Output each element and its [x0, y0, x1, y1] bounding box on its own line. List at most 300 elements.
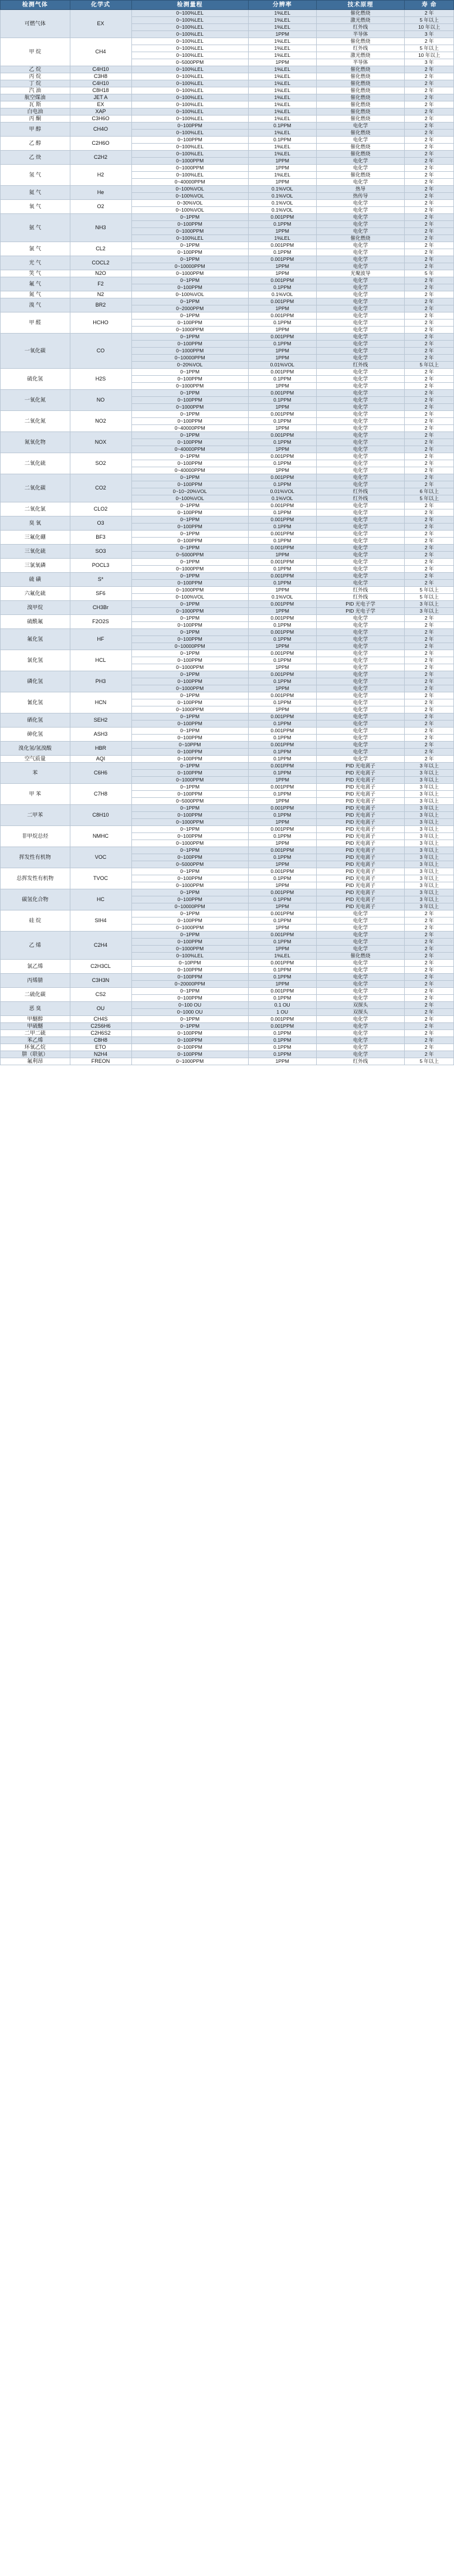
cell-range: 0~5000PPM — [131, 552, 248, 559]
cell-technology: 电化学 — [316, 228, 405, 235]
table-row — [1, 390, 454, 397]
cell-resolution: 0.1PPM — [248, 875, 316, 882]
cell-life: 3 年以上 — [405, 861, 454, 868]
cell-technology: 电化学 — [316, 756, 405, 763]
cell-resolution: 0.001PPM — [248, 1016, 316, 1023]
cell-life: 2 年 — [405, 355, 454, 362]
cell-range: 0~1PPM — [131, 629, 248, 636]
cell-life: 2 年 — [405, 721, 454, 728]
cell-range: 0~100%LEL — [131, 235, 248, 242]
cell-life: 2 年 — [405, 988, 454, 995]
cell-resolution: 0.1PPM — [248, 137, 316, 144]
cell-resolution: 0.001PPM — [248, 411, 316, 418]
table-row — [1, 369, 454, 376]
cell-technology: 红外线 — [316, 488, 405, 495]
cell-life: 2 年 — [405, 284, 454, 291]
cell-gas-name: 环氧乙烷 — [1, 1044, 70, 1051]
cell-technology: 热传导 — [316, 193, 405, 200]
cell-range: 0~100PPM — [131, 123, 248, 130]
cell-resolution: 1PPM — [248, 706, 316, 713]
cell-life: 2 年 — [405, 467, 454, 474]
cell-formula: HF — [70, 629, 131, 650]
cell-resolution: 1PPM — [248, 158, 316, 165]
cell-life: 2 年 — [405, 1016, 454, 1023]
cell-resolution: 0.001PPM — [248, 390, 316, 397]
cell-life: 2 年 — [405, 390, 454, 397]
cell-resolution: 0.001PPM — [248, 692, 316, 699]
cell-formula: SF6 — [70, 587, 131, 601]
cell-life: 2 年 — [405, 369, 454, 376]
cell-resolution: 1%LEL — [248, 52, 316, 59]
table-row — [1, 629, 454, 636]
cell-formula: F2 — [70, 277, 131, 291]
cell-range: 0~1000PPM — [131, 664, 248, 671]
cell-life: 2 年 — [405, 1037, 454, 1044]
cell-range: 0~1PPM — [131, 728, 248, 735]
cell-gas-name: 硫酰氟 — [1, 615, 70, 629]
cell-technology: 电化学 — [316, 713, 405, 721]
cell-technology: 电化学 — [316, 629, 405, 636]
table-row — [1, 974, 454, 981]
cell-range: 0~1000PPM — [131, 566, 248, 573]
cell-formula: CO — [70, 334, 131, 369]
cell-technology: PID 光电离子 — [316, 770, 405, 777]
cell-range: 0~100PPM — [131, 770, 248, 777]
cell-technology: PID 光电离子 — [316, 854, 405, 861]
cell-life: 2 年 — [405, 573, 454, 580]
cell-life: 2 年 — [405, 38, 454, 45]
cell-life: 2 年 — [405, 756, 454, 763]
cell-range: 0~5000PPM — [131, 59, 248, 66]
cell-life: 2 年 — [405, 474, 454, 481]
cell-gas-name: 可燃气体 — [1, 10, 70, 38]
cell-resolution: 1PPM — [248, 59, 316, 66]
table-row — [1, 165, 454, 172]
cell-technology: 电化学 — [316, 699, 405, 706]
cell-life: 2 年 — [405, 728, 454, 735]
cell-life: 3 年以上 — [405, 875, 454, 882]
cell-formula: C2S6H6 — [70, 1023, 131, 1030]
cell-gas-name: 氯 气 — [1, 242, 70, 256]
cell-technology: 催化燃烧 — [316, 130, 405, 137]
table-row — [1, 1058, 454, 1065]
table-row — [1, 411, 454, 418]
cell-technology: 电化学 — [316, 425, 405, 432]
cell-life: 2 年 — [405, 1030, 454, 1037]
cell-range: 0~1PPM — [131, 910, 248, 917]
cell-range: 0~1PPM — [131, 432, 248, 439]
cell-life: 3 年以上 — [405, 854, 454, 861]
cell-range: 0~100PPM — [131, 397, 248, 404]
cell-resolution: 1PPM — [248, 327, 316, 334]
cell-life: 2 年 — [405, 1002, 454, 1009]
cell-resolution: 1PPM — [248, 798, 316, 805]
cell-technology: 电化学 — [316, 735, 405, 742]
cell-gas-name: 氮 气 — [1, 291, 70, 298]
cell-resolution: 0.1PPM — [248, 939, 316, 946]
cell-range: 0~1PPM — [131, 256, 248, 263]
cell-life: 2 年 — [405, 341, 454, 348]
cell-range: 0~1PPM — [131, 390, 248, 397]
cell-resolution: 0.001PPM — [248, 242, 316, 249]
cell-resolution: 0.001PPM — [248, 573, 316, 580]
cell-resolution: 0.01%VOL — [248, 488, 316, 495]
cell-range: 0~1PPM — [131, 826, 248, 833]
cell-life: 2 年 — [405, 953, 454, 960]
cell-resolution: 1PPM — [248, 777, 316, 784]
cell-technology: 激光燃烧 — [316, 17, 405, 24]
cell-resolution: 1PPM — [248, 263, 316, 270]
cell-range: 0~100%LEL — [131, 80, 248, 87]
cell-range: 0~100PPM — [131, 854, 248, 861]
table-row — [1, 73, 454, 80]
cell-range: 0~1000PPM — [131, 925, 248, 932]
cell-technology: 电化学 — [316, 200, 405, 207]
cell-resolution: 0.1PPM — [248, 756, 316, 763]
cell-resolution: 0.1%VOL — [248, 207, 316, 214]
cell-technology: 电化学 — [316, 348, 405, 355]
cell-life: 2 年 — [405, 221, 454, 228]
cell-life: 2 年 — [405, 481, 454, 488]
cell-life: 3 年以上 — [405, 601, 454, 608]
cell-resolution: 0.1PPM — [248, 481, 316, 488]
cell-life: 2 年 — [405, 165, 454, 172]
cell-formula: CH3Br — [70, 601, 131, 615]
cell-gas-name: 氢 气 — [1, 165, 70, 186]
cell-life: 3 年以上 — [405, 805, 454, 812]
cell-technology: 电化学 — [316, 960, 405, 967]
cell-resolution: 1PPM — [248, 179, 316, 186]
cell-life: 2 年 — [405, 713, 454, 721]
cell-gas-name: 乙 醇 — [1, 137, 70, 151]
cell-resolution: 0.1PPM — [248, 524, 316, 531]
cell-resolution: 1PPM — [248, 348, 316, 355]
cell-technology: 电化学 — [316, 967, 405, 974]
cell-formula: COCL2 — [70, 256, 131, 270]
cell-resolution: 1%LEL — [248, 953, 316, 960]
cell-life: 2 年 — [405, 502, 454, 509]
cell-range: 0~100PPM — [131, 538, 248, 545]
cell-life: 3 年 — [405, 31, 454, 38]
cell-range: 0~100%LEL — [131, 87, 248, 94]
cell-formula: NMHC — [70, 826, 131, 847]
cell-technology: 电化学 — [316, 678, 405, 685]
col-header-gas: 检测气体 — [1, 1, 70, 10]
cell-resolution: 1%LEL — [248, 172, 316, 179]
cell-life: 2 年 — [405, 749, 454, 756]
cell-life: 2 年 — [405, 425, 454, 432]
cell-technology: 电化学 — [316, 453, 405, 460]
cell-resolution: 0.001PPM — [248, 474, 316, 481]
cell-resolution: 1PPM — [248, 228, 316, 235]
cell-formula: S* — [70, 573, 131, 587]
cell-technology: 电化学 — [316, 988, 405, 995]
cell-range: 0~1000PPM — [131, 1058, 248, 1065]
cell-range: 0~30%VOL — [131, 200, 248, 207]
cell-life: 5 年以上 — [405, 17, 454, 24]
cell-technology: 电化学 — [316, 1037, 405, 1044]
cell-technology: PID 光电离子 — [316, 784, 405, 791]
table-header — [1, 1, 454, 10]
cell-range: 0~100PPM — [131, 509, 248, 516]
cell-range: 0~2000PPM — [131, 305, 248, 312]
cell-technology: 电化学 — [316, 249, 405, 256]
cell-life: 2 年 — [405, 925, 454, 932]
cell-gas-name: 汽 油 — [1, 87, 70, 94]
cell-life: 2 年 — [405, 552, 454, 559]
cell-gas-name: 甲 苯 — [1, 784, 70, 805]
cell-range: 0~1PPM — [131, 453, 248, 460]
cell-technology: PID 光电离子 — [316, 777, 405, 784]
cell-technology: 电化学 — [316, 671, 405, 678]
cell-life: 2 年 — [405, 509, 454, 516]
cell-resolution: 0.001PPM — [248, 805, 316, 812]
cell-life: 2 年 — [405, 73, 454, 80]
cell-life: 3 年以上 — [405, 826, 454, 833]
cell-gas-name: 乙 烷 — [1, 66, 70, 73]
cell-range: 0~100%LEL — [131, 115, 248, 123]
cell-formula: HCHO — [70, 312, 131, 334]
cell-technology: 催化燃烧 — [316, 953, 405, 960]
cell-range: 0~100 OU — [131, 1002, 248, 1009]
cell-technology: PID 光电离子 — [316, 791, 405, 798]
cell-range: 0~1PPM — [131, 889, 248, 896]
cell-life: 2 年 — [405, 158, 454, 165]
cell-life: 3 年 — [405, 59, 454, 66]
cell-technology: 电化学 — [316, 524, 405, 531]
table-row — [1, 101, 454, 108]
cell-life: 2 年 — [405, 1009, 454, 1016]
cell-resolution: 0.01%VOL — [248, 362, 316, 369]
cell-technology: 电化学 — [316, 207, 405, 214]
cell-gas-name: 二氧化氮 — [1, 411, 70, 432]
cell-life: 2 年 — [405, 671, 454, 678]
cell-technology: 电化学 — [316, 411, 405, 418]
cell-range: 0~1PPM — [131, 671, 248, 678]
cell-resolution: 1PPM — [248, 664, 316, 671]
cell-gas-name: 六氟化硫 — [1, 587, 70, 601]
cell-range: 0~1PPM — [131, 868, 248, 875]
cell-resolution: 0.001PPM — [248, 545, 316, 552]
table-row — [1, 432, 454, 439]
cell-life: 5 年以上 — [405, 45, 454, 52]
cell-technology: 催化燃烧 — [316, 115, 405, 123]
cell-formula: CL2 — [70, 242, 131, 256]
cell-range: 0~100%LEL — [131, 31, 248, 38]
cell-range: 0~100%LEL — [131, 38, 248, 45]
cell-resolution: 0.1PPM — [248, 1037, 316, 1044]
cell-resolution: 1PPM — [248, 861, 316, 868]
cell-life: 2 年 — [405, 10, 454, 17]
cell-technology: 电化学 — [316, 404, 405, 411]
cell-technology: PID 光电离子 — [316, 819, 405, 826]
cell-life: 2 年 — [405, 531, 454, 538]
cell-life: 3 年以上 — [405, 777, 454, 784]
cell-range: 0~1PPM — [131, 516, 248, 524]
cell-technology: PID 光电离子 — [316, 868, 405, 875]
cell-resolution: 0.001PPM — [248, 453, 316, 460]
cell-range: 0~100PPM — [131, 699, 248, 706]
cell-gas-name: 磷化氢 — [1, 671, 70, 692]
cell-technology: 电化学 — [316, 214, 405, 221]
table-row — [1, 474, 454, 481]
cell-technology: 电化学 — [316, 179, 405, 186]
cell-range: 0~100PPM — [131, 721, 248, 728]
cell-life: 2 年 — [405, 101, 454, 108]
cell-life: 2 年 — [405, 664, 454, 671]
cell-range: 0~100%VOL — [131, 207, 248, 214]
cell-resolution: 0.001PPM — [248, 369, 316, 376]
cell-life: 2 年 — [405, 685, 454, 692]
cell-technology: 电化学 — [316, 1044, 405, 1051]
cell-formula: H2 — [70, 165, 131, 186]
table-row — [1, 826, 454, 833]
cell-range: 0~1PPM — [131, 615, 248, 622]
cell-range: 0~100PPM — [131, 896, 248, 903]
cell-resolution: 0.1PPM — [248, 249, 316, 256]
cell-formula: EX — [70, 10, 131, 38]
cell-formula: C4H10 — [70, 66, 131, 73]
cell-life: 2 年 — [405, 172, 454, 179]
cell-range: 0~100PPM — [131, 735, 248, 742]
cell-technology: PID 光电离子 — [316, 826, 405, 833]
cell-life: 2 年 — [405, 636, 454, 643]
cell-resolution: 0.1PPM — [248, 221, 316, 228]
cell-range: 0~1PPM — [131, 932, 248, 939]
table-row — [1, 256, 454, 263]
cell-range: 0~100%LEL — [131, 66, 248, 73]
cell-technology: 电化学 — [316, 545, 405, 552]
cell-resolution: 0.1PPM — [248, 580, 316, 587]
cell-range: 0~1PPM — [131, 474, 248, 481]
cell-life: 2 年 — [405, 566, 454, 573]
cell-formula: CH4O — [70, 123, 131, 137]
cell-life: 3 年以上 — [405, 770, 454, 777]
cell-range: 0~100PPM — [131, 1037, 248, 1044]
cell-formula: C3H3N — [70, 974, 131, 988]
cell-formula: C2H3CL — [70, 960, 131, 974]
cell-resolution: 0.001PPM — [248, 601, 316, 608]
cell-range: 0~1PPM — [131, 1016, 248, 1023]
table-row — [1, 559, 454, 566]
cell-life: 2 年 — [405, 200, 454, 207]
cell-gas-name: 白电油 — [1, 108, 70, 115]
cell-gas-name: 三氧化硫 — [1, 545, 70, 559]
cell-range: 0~1PPM — [131, 573, 248, 580]
cell-range: 0~100PPM — [131, 749, 248, 756]
cell-technology: 电化学 — [316, 298, 405, 305]
cell-resolution: 1%LEL — [248, 108, 316, 115]
table-row — [1, 214, 454, 221]
cell-technology: 红外线 — [316, 24, 405, 31]
cell-range: 0~1PPM — [131, 650, 248, 657]
cell-resolution: 0.1PPM — [248, 678, 316, 685]
cell-life: 2 年 — [405, 432, 454, 439]
cell-resolution: 0.001PPM — [248, 868, 316, 875]
cell-life: 3 年以上 — [405, 847, 454, 854]
cell-range: 0~1PPM — [131, 601, 248, 608]
cell-range: 0~100PPM — [131, 137, 248, 144]
cell-range: 0~100PPM — [131, 249, 248, 256]
cell-technology: 电化学 — [316, 376, 405, 383]
cell-resolution: 1%LEL — [248, 80, 316, 87]
cell-life: 2 年 — [405, 1051, 454, 1058]
cell-range: 0~1000PPM — [131, 165, 248, 172]
cell-gas-name: 甲硫醚 — [1, 1023, 70, 1030]
cell-technology: 电化学 — [316, 502, 405, 509]
cell-formula: JET A — [70, 94, 131, 101]
cell-technology: 光聚波导 — [316, 270, 405, 277]
cell-resolution: 0.1%VOL — [248, 200, 316, 207]
cell-range: 0~100PPM — [131, 341, 248, 348]
cell-resolution: 1PPM — [248, 165, 316, 172]
table-row — [1, 763, 454, 770]
cell-formula: PH3 — [70, 671, 131, 692]
cell-life: 2 年 — [405, 193, 454, 200]
cell-formula: N2H4 — [70, 1051, 131, 1058]
gas-sensor-spec-table — [0, 0, 454, 1065]
cell-gas-name: 溴化氢/氢溴酸 — [1, 742, 70, 756]
cell-range: 0~1PPM — [131, 988, 248, 995]
cell-gas-name: 苯 — [1, 763, 70, 784]
cell-resolution: 0.001PPM — [248, 334, 316, 341]
cell-formula: CH4S — [70, 1016, 131, 1023]
table-row — [1, 312, 454, 320]
cell-technology: 电化学 — [316, 256, 405, 263]
cell-range: 0~1PPM — [131, 411, 248, 418]
cell-range: 0~10000PPM — [131, 355, 248, 362]
cell-technology: 电化学 — [316, 305, 405, 312]
cell-gas-name: 三氯氧磷 — [1, 559, 70, 573]
cell-life: 2 年 — [405, 946, 454, 953]
cell-range: 0~100PPM — [131, 917, 248, 925]
cell-resolution: 0.1PPM — [248, 735, 316, 742]
cell-formula: F2O2S — [70, 615, 131, 629]
cell-technology: 电化学 — [316, 721, 405, 728]
table-row — [1, 756, 454, 763]
cell-technology: 电化学 — [316, 932, 405, 939]
cell-range: 0~100%LEL — [131, 17, 248, 24]
table-row — [1, 1030, 454, 1037]
cell-resolution: 0.1PPM — [248, 1030, 316, 1037]
cell-range: 0~20000PPM — [131, 981, 248, 988]
cell-life: 2 年 — [405, 263, 454, 270]
col-header-formula: 化学式 — [70, 1, 131, 10]
cell-resolution: 0.1PPM — [248, 854, 316, 861]
cell-life: 2 年 — [405, 207, 454, 214]
cell-resolution: 1PPM — [248, 552, 316, 559]
cell-technology: 电化学 — [316, 320, 405, 327]
cell-gas-name: 苯乙烯 — [1, 1037, 70, 1044]
cell-range: 0~100%LEL — [131, 45, 248, 52]
cell-technology: 电化学 — [316, 580, 405, 587]
cell-resolution: 1PPM — [248, 587, 316, 594]
cell-gas-name: 丙 烷 — [1, 73, 70, 80]
table-header-row — [1, 1, 454, 10]
cell-formula: HCL — [70, 650, 131, 671]
cell-resolution: 1%LEL — [248, 235, 316, 242]
cell-resolution: 1PPM — [248, 305, 316, 312]
cell-technology: PID 光电离子 — [316, 896, 405, 903]
cell-technology: 电化学 — [316, 692, 405, 699]
cell-resolution: 0.1PPM — [248, 749, 316, 756]
cell-range: 0~40000PPM — [131, 179, 248, 186]
cell-life: 2 年 — [405, 87, 454, 94]
table-row — [1, 1051, 454, 1058]
cell-technology: 激光燃烧 — [316, 52, 405, 59]
cell-formula: H2S — [70, 369, 131, 390]
cell-life: 2 年 — [405, 460, 454, 467]
